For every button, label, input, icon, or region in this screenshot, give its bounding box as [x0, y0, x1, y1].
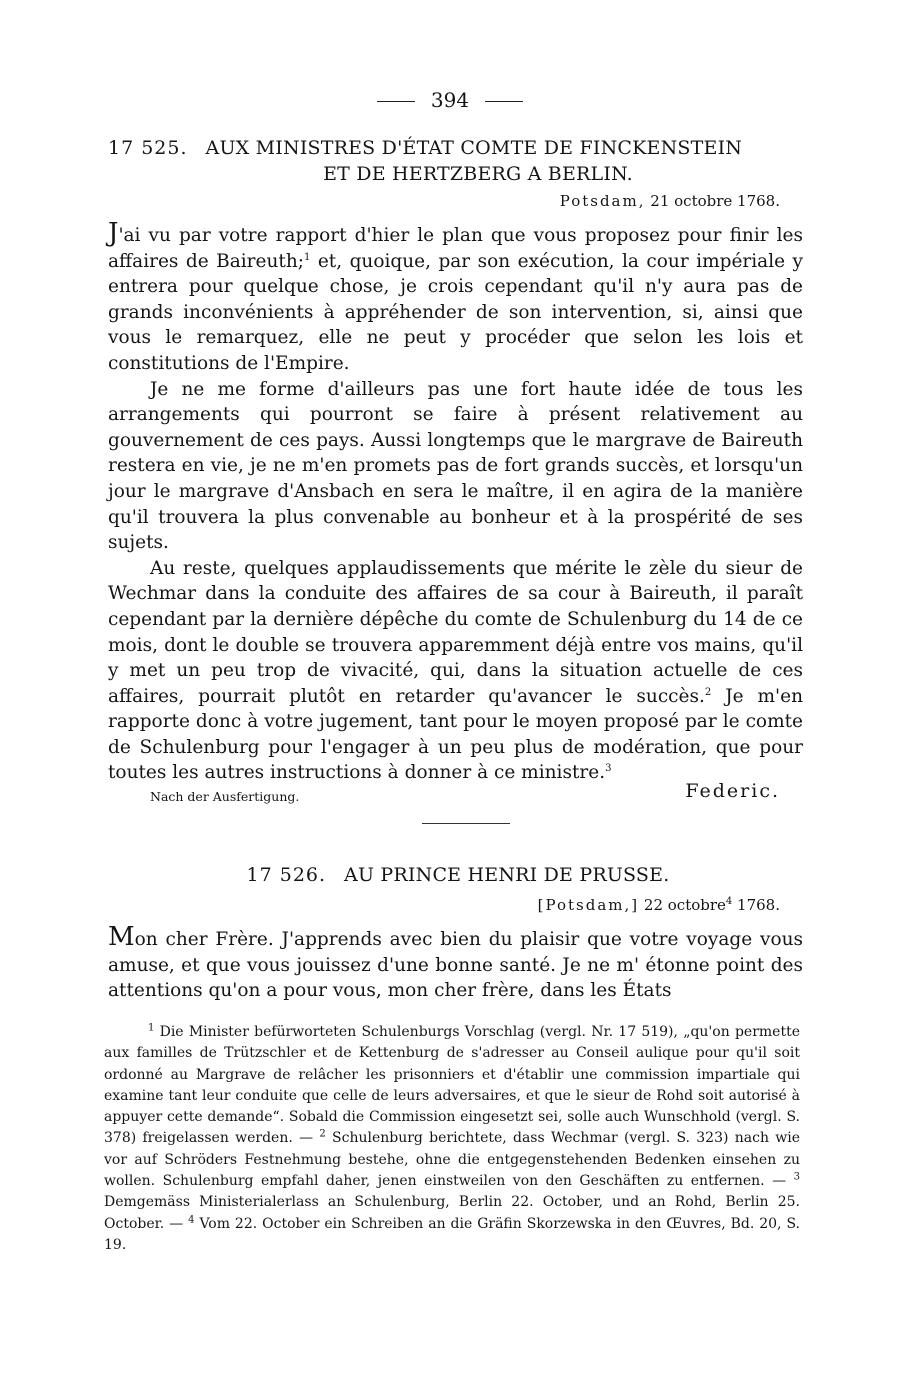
letter1-closing: [108, 780, 780, 806]
letter1-body: [108, 220, 803, 786]
letter1-paragraph-2: Je ne me forme d'ailleurs pas une fort haute idée de tous les arrangements qui pourront se faire à présent relativement au gouvernement de ces pays. Aussi longtemps que le margrave de Baireuth restera en vie, je ne m'en promets pas de fort grands succès, et lorsqu'un jour le margrave d'Ansbach en sera le maître, il en agira de la manière qu'il trouvera la plus convenable au bonheur et à la prospérité de ses sujets.: [108, 378, 803, 554]
section-separator: [422, 823, 510, 824]
source-note: Nach der Ausfertigung.: [150, 789, 300, 804]
footnote-ref-4: 4: [725, 896, 733, 907]
letter1-dateline: [560, 192, 780, 210]
footnote-2: Schulenburg berichtete, dass Wechmar (vergl. S. 323) nach wie vor auf Schröders Festnehmung bestehe, ohne die entgegenstehenden Bedenken einsehen zu wollen. Schulenburg empfahl daher, jenen einstweilen von den Geschäften zu entfernen. —: [104, 1130, 800, 1190]
footnote-ref-2: 2: [704, 686, 712, 698]
signature: Federic.: [685, 780, 780, 802]
footnote-mark-2: 2: [319, 1128, 326, 1140]
letter2-dropcap: M: [108, 922, 135, 952]
letter2-heading: [108, 862, 808, 888]
footnote-mark-3: 3: [793, 1171, 800, 1183]
page-number-text: 394: [430, 88, 470, 112]
footnote-3: Demgemäss Ministerialerlass an Schulenburg, Berlin 22. October, und an Rohd, Berlin 25. October. —: [104, 1194, 800, 1232]
letter1-paragraph-1-text-a: 'ai vu par votre rapport d'hier le plan que vous proposez pour finir les affaires de Baireuth;: [108, 225, 803, 272]
footnote-mark-4: 4: [188, 1214, 195, 1226]
footnote-1: Die Minister befürworteten Schulenburgs Vorschlag (vergl. Nr. 17 519), „qu'on permette aux familles de Trützschler et de Kettenburg de s'adresser au Conseil aulique pour qu'il soit ordonné au Margrave de relâcher les prisonniers et d'établir une commission impartiale qui examine tant leur conduite que celle de leurs adversaires, et que le sieur de Rohd soit autorisé à appuyer cette demande“. Sobald die Commission eingesetzt sei, solle auch Wunschhold (vergl. S. 378) freigelassen werden. —: [104, 1024, 800, 1147]
letter1-date: 21 octobre 1768.: [650, 192, 780, 210]
letter1-heading: [108, 135, 808, 187]
letter2-body: [108, 924, 803, 1004]
letter1-title-line2: ET DE HERTZBERG A BERLIN.: [323, 163, 633, 185]
page-number-dash-right: [485, 101, 523, 102]
footnote-mark-1: 1: [148, 1022, 155, 1034]
letter2-dateline: [538, 896, 780, 914]
letter1-heading-line1: [108, 135, 808, 161]
footnote-ref-1: 1: [303, 251, 311, 263]
letter1-paragraph-1: [108, 220, 803, 377]
footnote-ref-3: 3: [605, 763, 612, 775]
letter1-paragraph-3: [108, 556, 803, 786]
footnote-4: Vom 22. October ein Schreiben an die Gräfin Skorzewska in den Œuvres, Bd. 20, S. 19.: [104, 1215, 800, 1253]
letter1-dropcap: J: [108, 218, 119, 248]
letter1-heading-line2: [108, 161, 808, 187]
page-number-dash-left: [377, 101, 415, 102]
letter1-title-line1: AUX MINISTRES D'ÉTAT COMTE DE FINCKENSTEIN: [205, 137, 743, 159]
letter1-paragraph-3-text-a: Au reste, quelques applaudissements que mérite le zèle du sieur de Wechmar dans la conduite des affaires de sa cour à Baireuth, il paraît cependant par la dernière dépêche du comte de Schulenburg du 14 de ce mois, dont le double se trouvera apparemment déjà entre vos mains, qu'il y met un peu trop de vivacité, qui, dans la situation actuelle de ces affaires, pourrait plutôt en retarder qu'avancer le succès.: [108, 557, 803, 707]
letter1-place: Potsdam,: [559, 192, 646, 210]
footnote-block: [104, 1022, 800, 1256]
letter2-place: [Potsdam,]: [537, 896, 640, 914]
letter1-number: 17 525.: [108, 137, 188, 159]
letter2-date-a: 22 octobre: [643, 896, 726, 914]
letter2-title: AU PRINCE HENRI DE PRUSSE.: [344, 864, 670, 886]
letter2-paragraph-1: [108, 924, 803, 1004]
letter1-paragraph-3-text-b: Je m'en rapporte donc à votre jugement, tant pour le moyen proposé par le comte de Schulenburg pour l'engager à un peu plus de modération, que pour toutes les autres instructions à donner à ce ministre.: [108, 685, 803, 784]
footnotes: [104, 1022, 800, 1256]
page-number: [0, 88, 900, 112]
letter2-paragraph-1-text: on cher Frère. J'apprends avec bien du plaisir que votre voyage vous amuse, et que vous jouissez d'une bonne santé. Je ne m' étonne point des attentions qu'on a pour vous, mon cher frère, dans les États: [108, 929, 803, 1002]
letter2-number: 17 526.: [246, 864, 327, 886]
letter1-paragraph-1-text-b: et, quoique, par son exécution, la cour impériale y entrera pour quelque chose, je crois cependant qu'il n'y aura pas de grands inconvénients à appréhender de son intervention, si, ainsi que vous le remarquez, elle ne peut y procéder que selon les lois et constitutions de l'Empire.: [108, 250, 803, 374]
letter2-date-b: 1768.: [732, 896, 780, 914]
